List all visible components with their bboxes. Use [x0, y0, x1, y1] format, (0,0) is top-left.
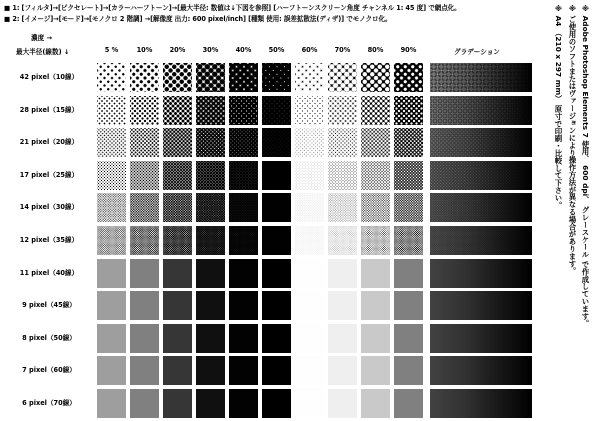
halftone-swatch: [328, 259, 357, 288]
halftone-swatch: [130, 128, 159, 157]
column-header: 60%: [301, 46, 318, 54]
halftone-swatch: [130, 96, 159, 125]
row-label: 8 pixel（50線）: [22, 333, 76, 342]
halftone-swatch: [295, 96, 324, 125]
halftone-swatch: [262, 389, 291, 418]
instruction-step-2: ■ 2: [イメージ]→[モード]→[モノクロ 2 階調] →[解像度 出力: 600 pixel/inch] [種類 使用: 誤差拡散法(ディザ)] でモノクロ化。: [4, 15, 392, 23]
halftone-swatch: [130, 226, 159, 255]
row-label: 14 pixel（30線）: [19, 203, 79, 212]
halftone-swatch: [262, 96, 291, 125]
gradation-strip: [430, 259, 532, 288]
row-label: 28 pixel（15線）: [19, 105, 79, 114]
halftone-swatch: [130, 259, 159, 288]
halftone-swatch: [262, 356, 291, 385]
halftone-swatch: [394, 96, 423, 125]
halftone-swatch: [361, 193, 390, 222]
halftone-swatch: [262, 193, 291, 222]
halftone-swatch: [163, 161, 192, 190]
halftone-swatch: [163, 389, 192, 418]
row-label: 6 pixel（70線）: [22, 399, 76, 407]
halftone-swatch: [97, 259, 126, 288]
row-label: 42 pixel（10線）: [19, 73, 79, 81]
halftone-swatch: [229, 63, 258, 92]
halftone-swatch: [97, 324, 126, 353]
halftone-swatch: [262, 259, 291, 288]
halftone-swatch: [130, 161, 159, 190]
halftone-swatch: [295, 161, 324, 190]
halftone-swatch: [361, 324, 390, 353]
halftone-swatch: [328, 324, 357, 353]
halftone-swatch: [229, 389, 258, 418]
halftone-swatch: [196, 161, 225, 190]
halftone-swatch: [97, 291, 126, 320]
halftone-swatch: [328, 356, 357, 385]
halftone-swatch: [130, 63, 159, 92]
halftone-swatch: [97, 128, 126, 157]
halftone-swatch: [97, 161, 126, 190]
row-label: 12 pixel（35線）: [19, 236, 79, 244]
halftone-swatch: [130, 324, 159, 353]
gradation-strip: [430, 291, 532, 320]
density-axis-label: 濃度 →: [31, 34, 53, 42]
halftone-swatch: [262, 128, 291, 157]
halftone-swatch: [394, 193, 423, 222]
halftone-swatch: [295, 259, 324, 288]
halftone-swatch: [295, 291, 324, 320]
row-label: 21 pixel（20線）: [19, 138, 79, 147]
halftone-swatch: [262, 324, 291, 353]
column-header: 40%: [235, 46, 252, 54]
notes-panel: [542, 4, 598, 418]
halftone-swatch: [394, 389, 423, 418]
column-header: 20%: [169, 46, 186, 54]
halftone-swatch: [196, 324, 225, 353]
halftone-swatch: [394, 161, 423, 190]
halftone-swatch: [163, 226, 192, 255]
halftone-swatch: [196, 356, 225, 385]
halftone-swatch: [130, 389, 159, 418]
halftone-swatch: [394, 259, 423, 288]
halftone-swatch: [361, 291, 390, 320]
halftone-swatch: [229, 226, 258, 255]
halftone-swatch: [262, 291, 291, 320]
gradation-strip: [430, 63, 532, 92]
halftone-swatch: [295, 193, 324, 222]
halftone-swatch: [361, 389, 390, 418]
halftone-swatch: [295, 63, 324, 92]
halftone-swatch: [262, 226, 291, 255]
halftone-swatch: [229, 291, 258, 320]
halftone-swatch: [229, 324, 258, 353]
halftone-swatch: [394, 226, 423, 255]
halftone-swatch: [328, 96, 357, 125]
halftone-swatch: [295, 389, 324, 418]
halftone-swatch: [295, 356, 324, 385]
halftone-swatch: [361, 226, 390, 255]
column-header: 50%: [268, 46, 285, 54]
halftone-swatch: [262, 161, 291, 190]
note-software: ※ Adobe Photoshop Elements 7 使用、 600 dpi、 グレースケール で作成しています。: [581, 4, 590, 328]
halftone-swatch: [97, 96, 126, 125]
halftone-swatch: [328, 291, 357, 320]
halftone-swatch: [163, 356, 192, 385]
halftone-swatch: [295, 226, 324, 255]
halftone-swatch: [163, 259, 192, 288]
halftone-swatch: [361, 63, 390, 92]
halftone-swatch: [361, 356, 390, 385]
halftone-swatch: [163, 63, 192, 92]
halftone-swatch: [295, 324, 324, 353]
row-label: 17 pixel（25線）: [19, 170, 79, 179]
halftone-swatch: [163, 324, 192, 353]
halftone-swatch: [361, 161, 390, 190]
column-header: 80%: [367, 46, 384, 54]
halftone-swatch: [97, 389, 126, 418]
halftone-swatch: [262, 63, 291, 92]
column-header: 70%: [334, 46, 351, 54]
halftone-swatch: [97, 193, 126, 222]
column-header: 10%: [136, 46, 153, 54]
instruction-step-1: ■ 1: [フィルタ]→[ピクセレート]→[カラーハーフトーン]→[最大半径: 数値は↓下図を参照] [ハーフトーンスクリーン角度 チャンネル 1: 45 度] で網点化。: [4, 4, 461, 12]
halftone-swatch: [196, 63, 225, 92]
halftone-swatch: [97, 63, 126, 92]
halftone-swatch: [229, 259, 258, 288]
gradation-strip: [430, 389, 532, 418]
halftone-swatch: [394, 128, 423, 157]
halftone-swatch: [196, 259, 225, 288]
gradation-strip: [430, 324, 532, 353]
halftone-swatch: [97, 226, 126, 255]
row-label: 7 pixel（60線）: [22, 366, 76, 375]
halftone-swatch: [163, 128, 192, 157]
halftone-swatch: [163, 193, 192, 222]
halftone-swatch: [361, 128, 390, 157]
halftone-swatch: [328, 63, 357, 92]
halftone-swatch: [130, 291, 159, 320]
halftone-swatch: [163, 96, 192, 125]
halftone-swatch: [229, 193, 258, 222]
halftone-swatch: [130, 193, 159, 222]
halftone-swatch: [196, 389, 225, 418]
halftone-swatch: [328, 389, 357, 418]
column-header: 90%: [400, 46, 417, 54]
halftone-swatch: [394, 324, 423, 353]
note-print-size: ※ A4 （210 x 297 mm） 原寸で印刷・比較して下さい。: [554, 4, 563, 209]
halftone-swatch: [196, 291, 225, 320]
row-label: 11 pixel（40線）: [19, 268, 79, 277]
halftone-swatch: [361, 96, 390, 125]
halftone-swatch: [328, 193, 357, 222]
halftone-swatch: [163, 291, 192, 320]
halftone-swatch: [229, 356, 258, 385]
gradation-strip: [430, 96, 532, 125]
radius-axis-label: 最大半径(線数) ↓: [16, 48, 70, 56]
gradation-strip: [430, 356, 532, 385]
halftone-swatch: [328, 128, 357, 157]
gradation-strip: [430, 161, 532, 190]
gradation-strip: [430, 128, 532, 157]
halftone-swatch: [394, 63, 423, 92]
gradation-strip: [430, 226, 532, 255]
halftone-swatch: [196, 128, 225, 157]
halftone-swatch: [229, 161, 258, 190]
halftone-swatch: [229, 96, 258, 125]
gradation-label: グラデーション: [454, 48, 500, 56]
halftone-swatch: [295, 128, 324, 157]
halftone-swatch: [328, 226, 357, 255]
halftone-swatch: [97, 356, 126, 385]
halftone-swatch: [196, 226, 225, 255]
halftone-swatch: [196, 96, 225, 125]
column-header: 30%: [202, 46, 219, 54]
row-label: 9 pixel（45線）: [22, 301, 76, 310]
halftone-swatch: [328, 161, 357, 190]
halftone-swatch: [361, 259, 390, 288]
halftone-swatch: [394, 291, 423, 320]
halftone-swatch: [229, 128, 258, 157]
gradation-strip: [430, 193, 532, 222]
note-version: ※ ご使用のソフトまたはヴァージョンにより操作方法が異なる場合があります。: [568, 4, 577, 275]
halftone-swatch: [394, 356, 423, 385]
halftone-swatch: [196, 193, 225, 222]
column-header: 5 %: [104, 46, 119, 54]
halftone-swatch: [130, 356, 159, 385]
